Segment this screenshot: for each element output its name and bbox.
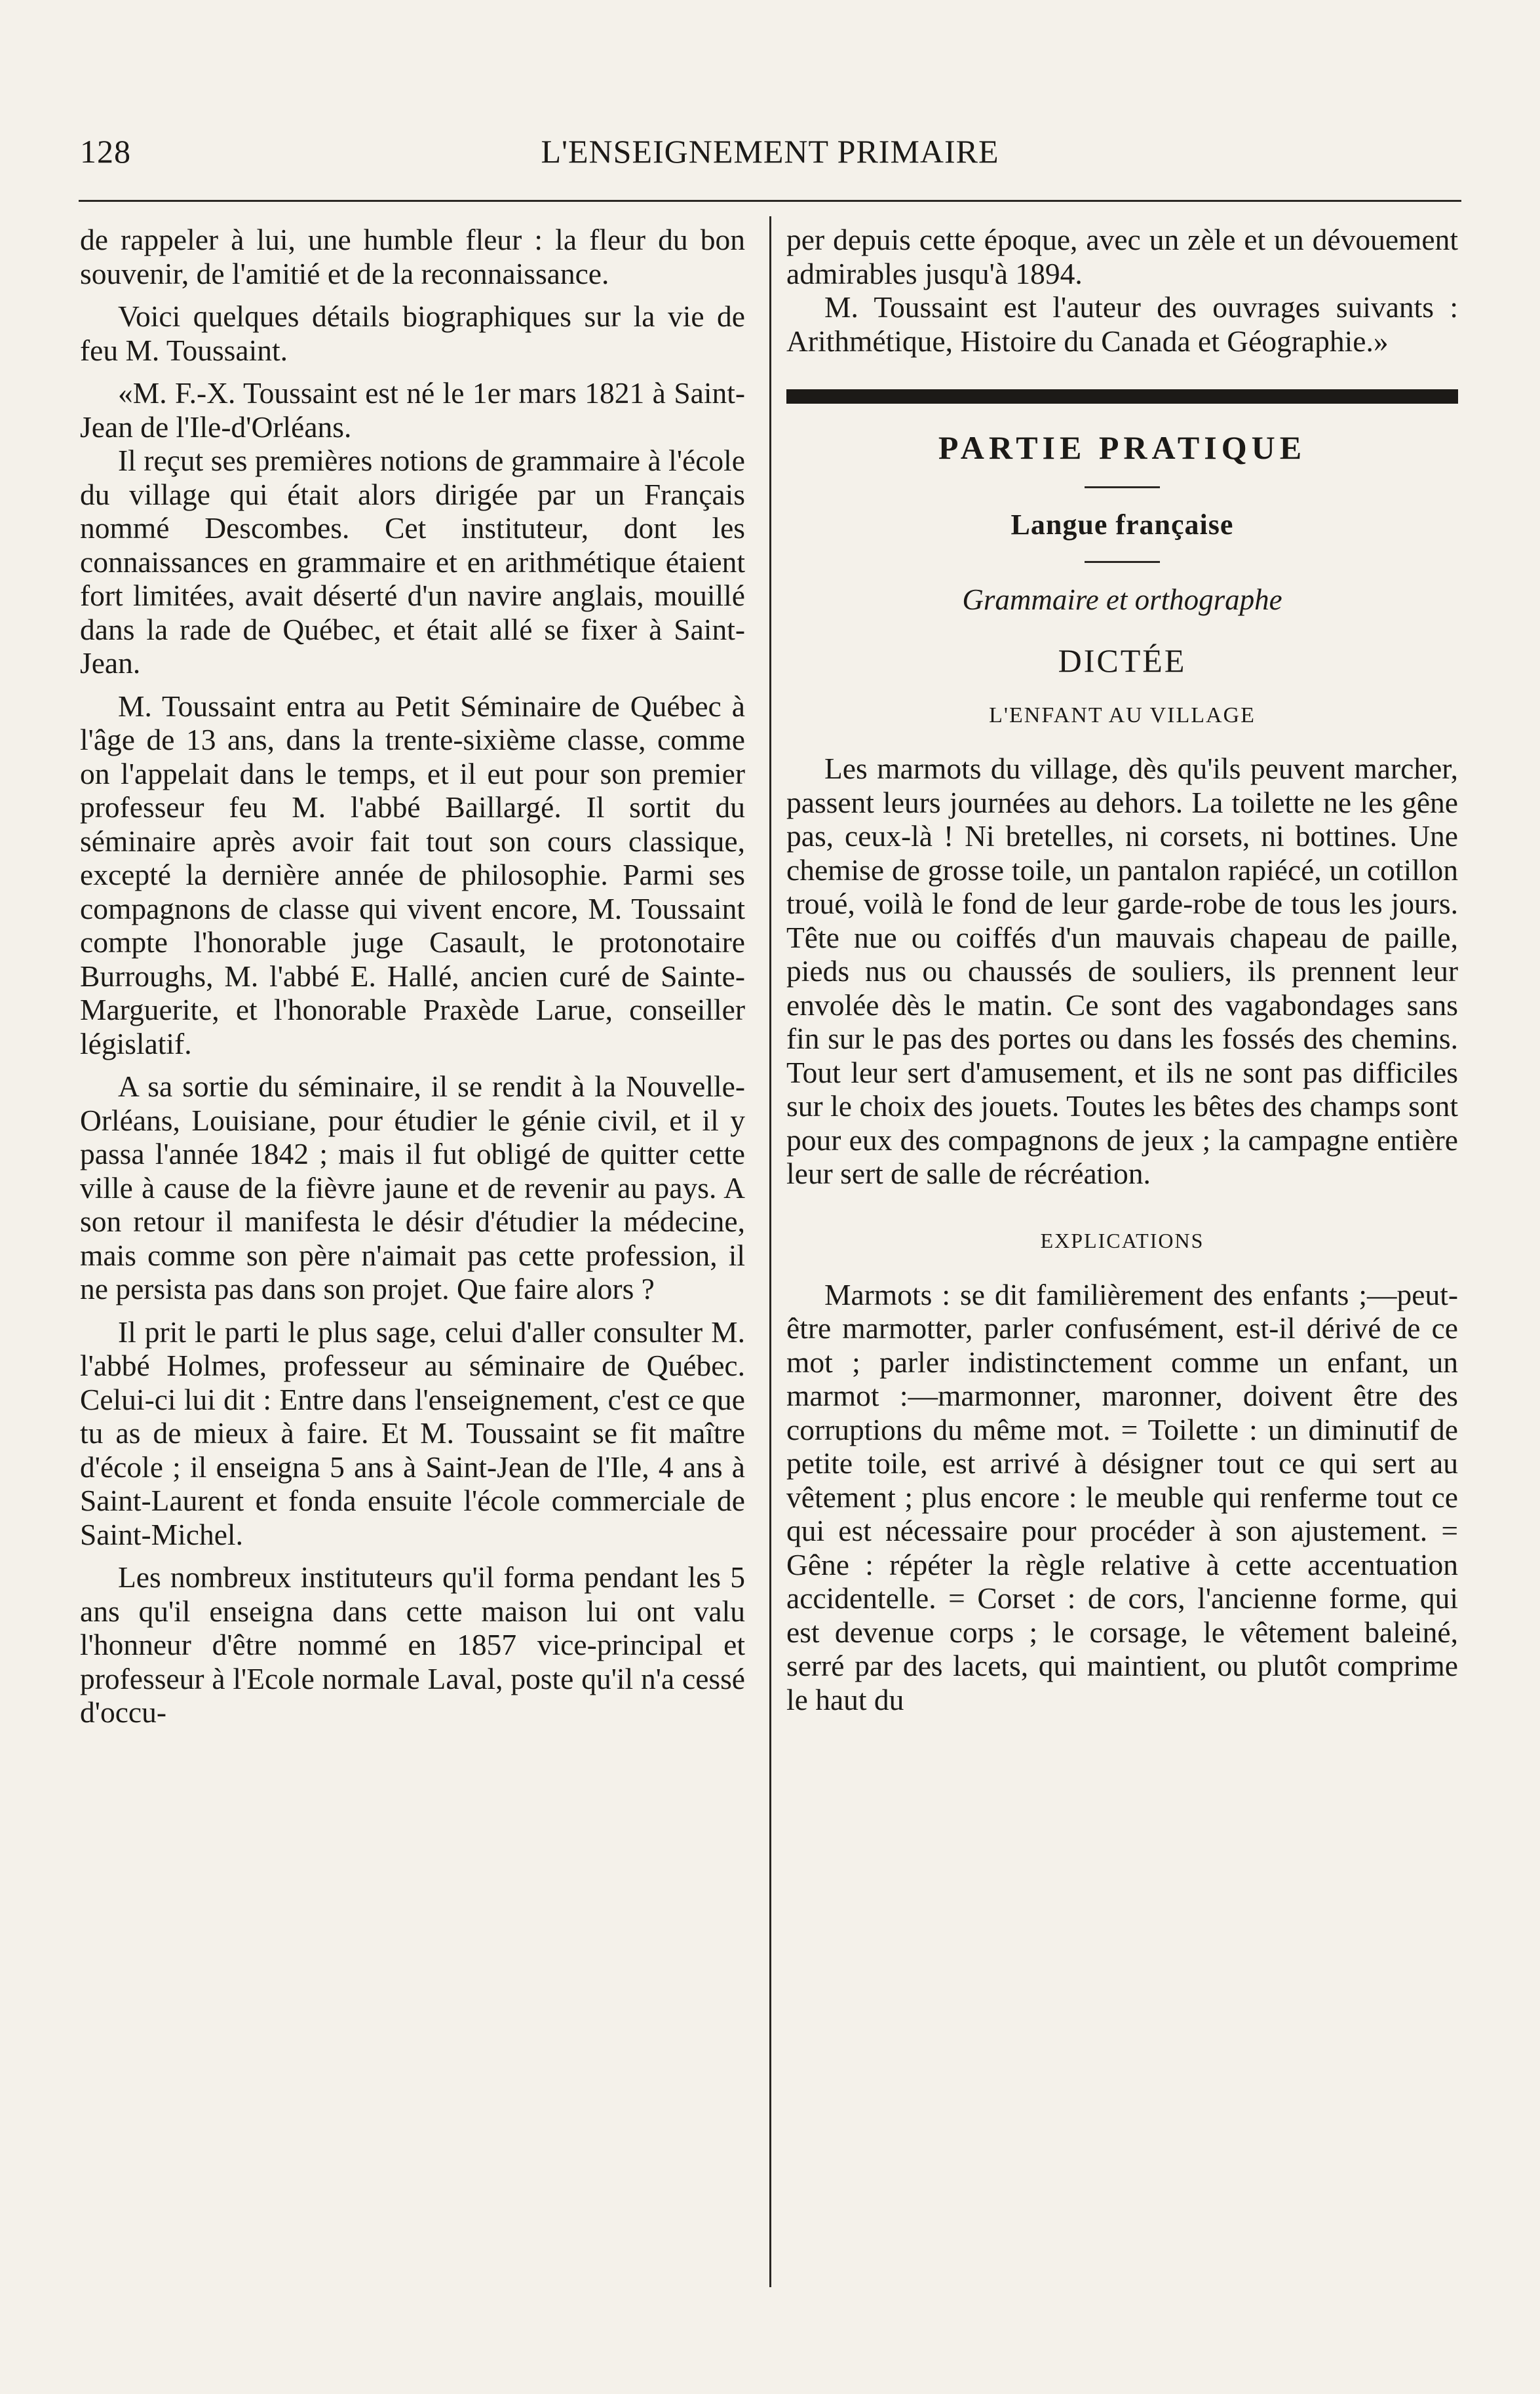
page-header [72, 125, 1468, 170]
running-title: L'ENSEIGNEMENT PRIMAIRE [541, 133, 999, 170]
dictee-subtitle: L'ENFANT AU VILLAGE [989, 703, 1256, 727]
column-divider [769, 216, 771, 2287]
right-column [786, 223, 1458, 1716]
paragraph: de rappeler à lui, une humble fleur : la fleur du bon souvenir, de l'amitié et de la reconnaissance. [80, 223, 745, 290]
dictee-text: Les marmots du village, dès qu'ils peuvent marcher, passent leurs journées au dehors. La toilette ne les gêne pas, ceux-là ! Ni bretelles, ni corsets, ni bottines. Une chemise de grosse toile, un pantalon rapiécé, un cotillon troué, voilà le fond de leur garde-robe de tous les jours. Tête nue ou coiffés d'un mauvais chapeau de paille, pieds nus ou chaussés de souliers, ils prennent leur envolée dès le matin. Ce sont des vagabondages sans fin sur le pas des portes ou dans les fossés des chemins. Tout leur sert d'amusement, et ils ne sont pas difficiles sur le choix des jouets. Toutes les bêtes des champs sont pour eux des compagnons de jeux ; la campagne entière leur sert de salle de récréation. [786, 752, 1458, 1190]
section-divider-bar [786, 389, 1458, 404]
explications-heading: EXPLICATIONS [1040, 1228, 1204, 1252]
page-number: 128 [80, 133, 131, 170]
paragraph: M. Toussaint entra au Petit Séminaire de Québec à l'âge de 13 ans, dans la trente-sixième classe, comme on l'appelait dans le temps, et il eut pour son premier professeur feu M. l'abbé Baillargé. Il sortit du séminaire après avoir fait tout son cours classique, excepté la dernière année de philosophie. Parmi ses compagnons de classe qui vivent encore, M. Toussaint compte l'honorable juge Casault, le protonotaire Burroughs, M. l'abbé E. Hallé, ancien curé de Sainte-Marguerite, et l'honorable Praxède Larue, conseiller législatif. [80, 689, 745, 1060]
short-rule [1085, 561, 1160, 563]
paragraph: Il prit le parti le plus sage, celui d'aller consulter M. l'abbé Holmes, professeur au séminaire de Québec. Celui-ci lui dit : Entre dans l'enseignement, c'est ce que tu as de mieux à faire. Et M. Toussaint se fit maître d'école ; il enseigna 5 ans à Saint-Jean de l'Ile, 4 ans à Saint-Laurent et fonda ensuite l'école commerciale de Saint-Michel. [80, 1315, 745, 1551]
paragraph: Les nombreux instituteurs qu'il forma pendant les 5 ans qu'il enseigna dans cette maison lui ont valu l'honneur d'être nommé en 1857 vice-principal et professeur à l'Ecole normale Laval, poste qu'il n'a cessé d'occu- [80, 1560, 745, 1729]
works-paragraph: M. Toussaint est l'auteur des ouvrages suivants : Arithmétique, Histoire du Canada et Géographie.» [786, 290, 1458, 358]
explications-text: Marmots : se dit familièrement des enfants ;—peut-être marmotter, parler confusément, est-il dérivé de ce mot ; parler indistinctement comme un enfant, un marmot :—marmonner, maronner, doivent être des corruptions du même mot. = Toilette : un diminutif de petite toile, est arrivé à désigner tout ce qui sert au vêtement ; plus encore : le meuble qui renferme tout ce qui est nécessaire pour procéder à son ajustement. = Gêne : répéter la règle relative à cette accentuation accidentelle. = Corset : de cors, l'ancienne forme, qui est devenue corps ; le corsage, le vêtement baleiné, serré par des lacets, qui maintient, ou plutôt comprime le haut du [786, 1277, 1458, 1716]
dictee-title: DICTÉE [1058, 642, 1187, 679]
paragraph: Voici quelques détails biographiques sur la vie de feu M. Toussaint. [80, 299, 745, 367]
paragraph: «M. F.-X. Toussaint est né le 1er mars 1821 à Saint-Jean de l'Ile-d'Orléans. [80, 376, 745, 444]
paragraph: A sa sortie du séminaire, il se rendit à la Nouvelle-Orléans, Louisiane, pour étudier le génie civil, et il y passa l'année 1842 ; mais il fut obligé de quitter cette ville à cause de la fièvre jaune et de revenir au pays. A son retour il manifesta le désir d'étudier la médecine, mais comme son père n'aimait pas cette profession, il ne persista pas dans son projet. Que faire alors ? [80, 1070, 745, 1305]
continuation-paragraph: per depuis cette époque, avec un zèle et un dévouement admirables jusqu'à 1894. [786, 223, 1458, 290]
sub-heading: Grammaire et orthographe [962, 583, 1282, 616]
header-rule [79, 200, 1461, 202]
paragraph: Il reçut ses premières notions de grammaire à l'école du village qui était alors dirigée par un Français nommé Descombes. Cet instituteur, dont les connaissances en grammaire et en arithmétique étaient fort limitées, avait déserté d'un navire anglais, mouillé dans la rade de Québec, et était allé se fixer à Saint-Jean. [80, 444, 745, 680]
subsection-title: Langue française [1011, 509, 1234, 541]
section-title: PARTIE PRATIQUE [938, 429, 1307, 466]
left-column [80, 223, 745, 1729]
short-rule [1085, 486, 1160, 488]
